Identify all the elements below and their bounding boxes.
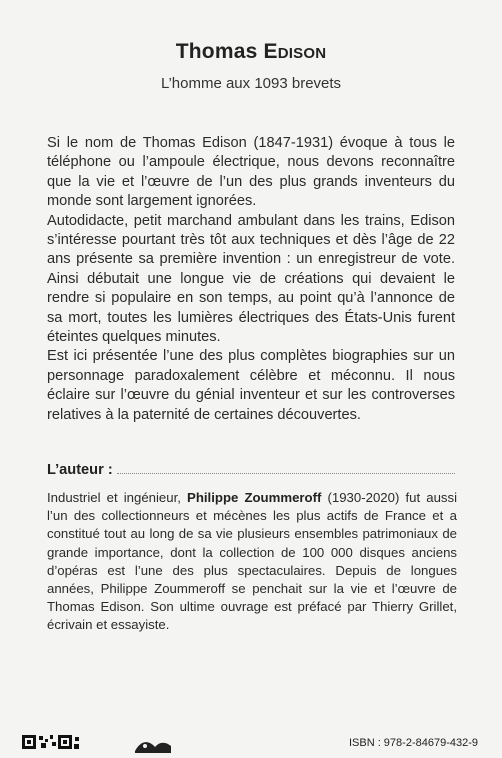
blurb-paragraph-3: Est ici présentée l’une des plus complètes biographies sur un personnage paradoxalement célèbre et méconnu. Il nous éclaire sur l’œuvre du génial inventeur et sur les controverses relatives à la paternité de certaines découvertes. [47, 348, 455, 423]
author-bio [47, 489, 457, 635]
blurb-paragraph-1: Si le nom de Thomas Edison (1847-1931) évoque à tous le téléphone ou l’ampoule électrique, nous devons reconnaître que la vie et l’œuvre de l’un des plus grands inventeurs du monde sont largement ignorées. [47, 135, 455, 210]
qr-code-icon [22, 733, 82, 753]
author-bio-body: (1930-2020) fut aussi l’un des collectionneurs et mécènes les plus actifs de France et a constitué tout au long de sa vie plusieurs ensembles patrimoniaux de grande importance, dont la collection de 100 000 disques anciens d’opéras est l’une des plus spectaculaires. Depuis de longues années, Philippe Zoummeroff se penchait sur la vie et l’œuvre de Thomas Edison. Son ultime ouvrage est préfacé par Thierry Grillet, écrivain et essayiste. [47, 490, 458, 633]
title-last-name: Edison [263, 40, 327, 63]
author-heading-label: L’auteur : [47, 462, 113, 478]
blurb [47, 134, 455, 425]
book-title [0, 40, 502, 64]
author-heading-rule [117, 473, 455, 474]
author-heading [47, 462, 455, 478]
publisher-logo-icon [133, 738, 173, 753]
author-name: Philippe Zoummeroff [187, 490, 322, 505]
author-bio-intro: Industriel et ingénieur, [47, 490, 181, 505]
title-first-name: Thomas [175, 40, 258, 63]
isbn: ISBN : 978-2-84679-432-9 [348, 737, 478, 749]
book-subtitle: L’homme aux 1093 brevets [160, 75, 342, 92]
blurb-paragraph-2: Autodidacte, petit marchand ambulant dans les trains, Edison s’intéresse pourtant très tôt aux techniques et dès l’âge de 22 ans présente sa première invention : un enregistreur de vote. Ainsi débutait une longue vie de créations qui devaient le rendre si populaire en son temps, au point qu’à l’annonce de sa mort, toutes les lumières électriques des États-Unis furent éteintes quelques minutes. [47, 212, 455, 346]
